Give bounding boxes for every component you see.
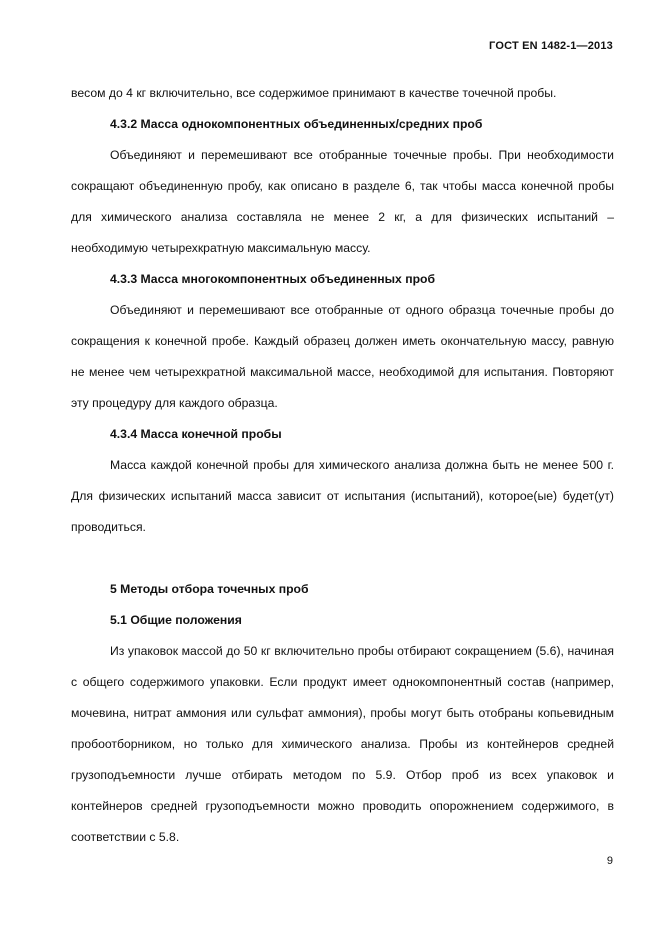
paragraph-continuation: весом до 4 кг включительно, все содержимое принимают в качестве точечной пробы. — [71, 86, 557, 100]
document-body — [71, 78, 614, 853]
heading-4-3-4: 4.3.4 Масса конечной пробы — [110, 427, 282, 441]
heading-section-5: 5 Методы отбора точечных проб — [110, 582, 309, 596]
heading-5-1: 5.1 Общие положения — [110, 613, 242, 627]
page-number: 9 — [606, 855, 613, 867]
document-code-header: ГОСТ EN 1482-1—2013 — [489, 40, 613, 52]
heading-4-3-2: 4.3.2 Масса однокомпонентных объединенных/средних проб — [110, 117, 483, 131]
paragraph-4-3-2: Объединяют и перемешивают все отобранные точечные пробы. При необходимости сокращают объединенную пробу, как описано в разделе 6, так чтобы масса конечной пробы для химического анализа составляла не менее 2 кг, а для физических испытаний – необходимую четырехкратную максимальную массу. — [71, 148, 614, 255]
paragraph-4-3-3: Объединяют и перемешивают все отобранные от одного образца точечные пробы до сокращения к конечной пробе. Каждый образец должен иметь окончательную массу, равную не менее чем четырехкратной максимальной массе, необходимой для испытания. Повторяют эту процедуру для каждого образца. — [71, 303, 614, 410]
paragraph-4-3-4: Масса каждой конечной пробы для химического анализа должна быть не менее 500 г. Для физических испытаний масса зависит от испытания (испытаний), которое(ые) будет(ут) проводиться. — [71, 458, 614, 534]
heading-4-3-3: 4.3.3 Масса многокомпонентных объединенных проб — [110, 272, 435, 286]
paragraph-5-1: Из упаковок массой до 50 кг включительно пробы отбирают сокращением (5.6), начиная с общего содержимого упаковки. Если продукт имеет однокомпонентный состав (например, мочевина, нитрат аммония или сульфат аммония), пробы могут быть отобраны копьевидным пробоотборником, но только для химического анализа. Пробы из контейнеров средней грузоподъемности лучше отбирать методом по 5.9. Отбор проб из всех упаковок и контейнеров средней грузоподъемности можно проводить опорожнением содержимого, в соответствии с 5.8. — [71, 644, 614, 844]
section-spacer — [71, 543, 614, 574]
